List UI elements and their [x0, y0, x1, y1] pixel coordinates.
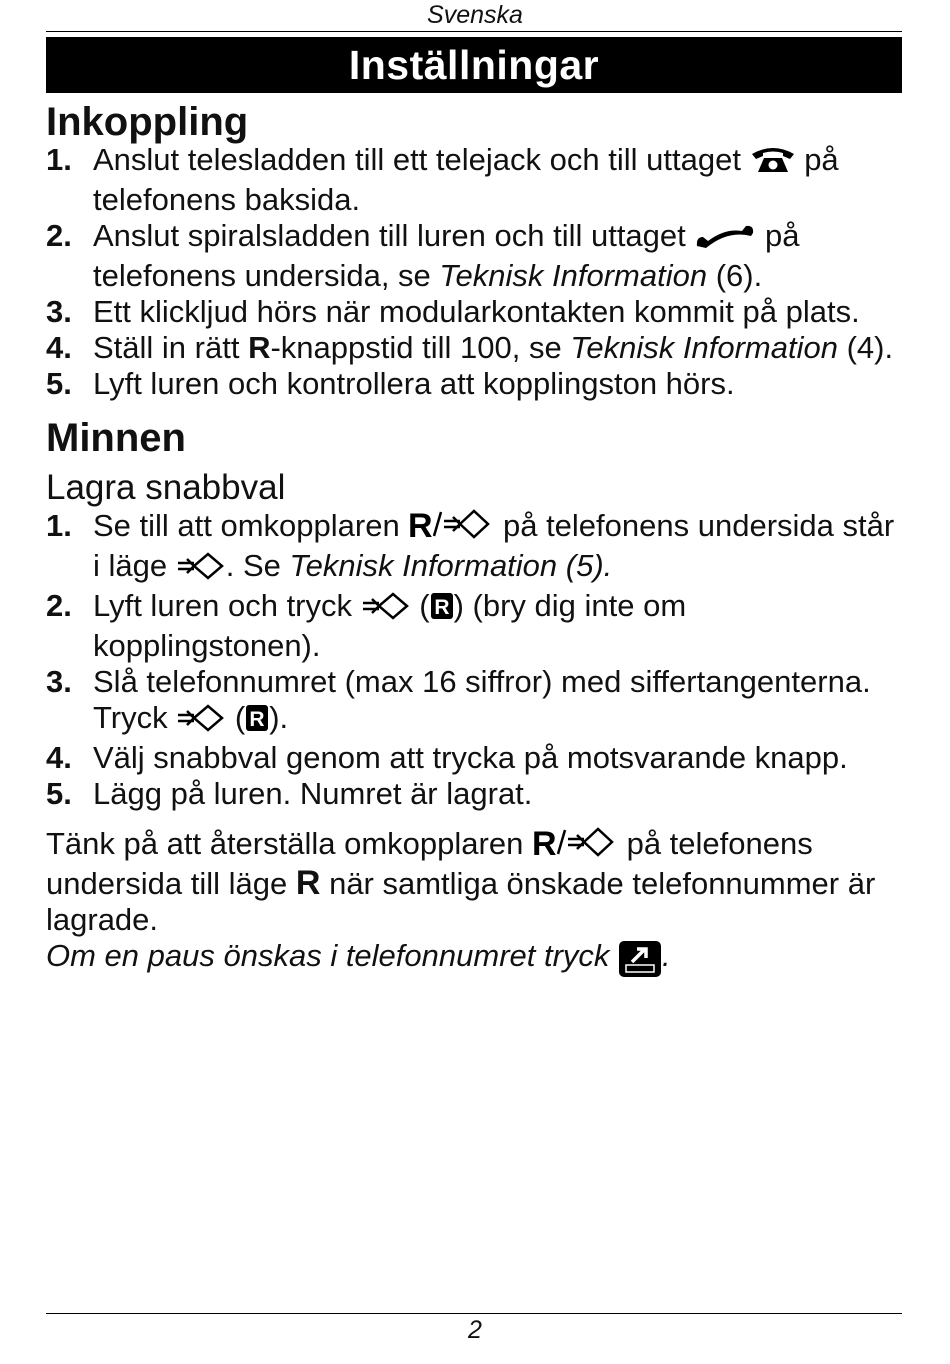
- section-title: Inställningar: [348, 42, 600, 88]
- list-item: [46, 330, 906, 366]
- page-content: [46, 94, 906, 978]
- pause-note: [46, 938, 906, 978]
- bottom-rule: [46, 1313, 902, 1314]
- step-text-middle: på telefonens undersida, se: [93, 218, 800, 293]
- step-text: Anslut telesladden till ett telejack och till uttaget: [93, 142, 741, 177]
- list-item: [46, 740, 906, 776]
- step-text: Se till att omkopplaren: [93, 508, 400, 543]
- step-text-middle: (: [234, 700, 246, 735]
- pause-note-text: Om en paus önskas i telefonnumret tryck: [46, 938, 610, 973]
- list-item: [46, 588, 906, 664]
- top-rule: [46, 31, 902, 32]
- step-text: Slå telefonnumret (max 16 siffror) med siffertangenterna. Tryck: [93, 664, 871, 735]
- reference-text: Teknisk Information (5).: [289, 548, 613, 583]
- phone-line-icon: [750, 144, 796, 182]
- step-number: 3.: [46, 294, 72, 329]
- minnen-steps: [46, 508, 906, 812]
- step-text-end: ).: [269, 700, 289, 735]
- svg-text:R: R: [408, 508, 433, 540]
- list-item: [46, 508, 906, 588]
- step-text-middle: på telefonens undersida står i läge: [93, 508, 895, 583]
- step-text: Lyft luren och tryck: [93, 588, 353, 623]
- step-text-middle: (: [419, 588, 430, 623]
- list-item: [46, 776, 906, 812]
- step-number: 2.: [46, 218, 72, 253]
- step-text-middle: . Se: [225, 548, 281, 583]
- step-text-middle: -knappstid till 100, se: [270, 330, 562, 365]
- r-memory-switch-icon: [532, 826, 618, 866]
- page-number: 2: [468, 1316, 482, 1344]
- memory-arrow-icon: [176, 552, 226, 588]
- step-number: 3.: [46, 664, 72, 699]
- step-number: 5.: [46, 366, 72, 401]
- list-item: [46, 294, 906, 330]
- step-text: Ett klickljud hörs när modularkontakten kommit på plats.: [93, 294, 860, 329]
- pause-note-end: .: [662, 938, 671, 973]
- heading-inkoppling: Inkoppling: [46, 100, 249, 144]
- pause-key-icon: [618, 940, 662, 978]
- svg-text:R: R: [249, 708, 265, 731]
- step-number: 4.: [46, 330, 72, 365]
- r-button-icon: [245, 704, 269, 740]
- handset-icon: [694, 222, 756, 258]
- inkoppling-steps: [46, 142, 906, 402]
- svg-text:R: R: [434, 596, 450, 619]
- step-text-end: på telefonens baksida.: [93, 142, 839, 217]
- reference-text: Teknisk Information: [439, 258, 708, 293]
- step-number: 2.: [46, 588, 72, 623]
- memory-arrow-icon: [361, 592, 411, 628]
- r-memory-switch-icon: [408, 508, 494, 548]
- step-text-end: (4).: [846, 330, 894, 365]
- r-key-label: R: [248, 330, 271, 365]
- step-number: 5.: [46, 776, 72, 811]
- svg-text:R: R: [531, 826, 557, 858]
- subheading-lagra-snabbval: Lagra snabbval: [46, 468, 286, 507]
- note-text-end: när samtliga önskade telefonnummer är lagrade.: [46, 866, 876, 937]
- step-text: Ställ in rätt: [93, 330, 240, 365]
- step-text-end: ) (bry dig inte om kopplingstonen).: [93, 588, 687, 663]
- list-item: [46, 366, 906, 402]
- list-item: [46, 142, 906, 218]
- step-number: 4.: [46, 740, 72, 775]
- note-text-middle: på telefonens undersida till läge: [46, 826, 813, 901]
- section-title-bar: [46, 37, 902, 93]
- memory-arrow-icon: [176, 704, 226, 740]
- step-text-end: (6).: [715, 258, 763, 293]
- heading-minnen: Minnen: [46, 416, 186, 460]
- step-text: Lägg på luren. Numret är lagrat.: [93, 776, 533, 811]
- step-text: Anslut spiralsladden till luren och till uttaget: [93, 218, 686, 253]
- step-text: Välj snabbval genom att trycka på motsvarande knapp.: [93, 740, 848, 775]
- reference-text: Teknisk Information: [570, 330, 838, 365]
- step-text: Lyft luren och kontrollera att kopplingston hörs.: [93, 366, 735, 401]
- list-item: [46, 218, 906, 294]
- r-key-label: R: [295, 864, 321, 902]
- note-text: Tänk på att återställa omkopplaren: [46, 826, 524, 861]
- language-label: Svenska: [427, 1, 523, 29]
- reset-switch-note: [46, 826, 906, 938]
- r-button-icon: [430, 592, 454, 628]
- step-number: 1.: [46, 508, 72, 543]
- list-item: [46, 664, 906, 740]
- step-number: 1.: [46, 142, 72, 177]
